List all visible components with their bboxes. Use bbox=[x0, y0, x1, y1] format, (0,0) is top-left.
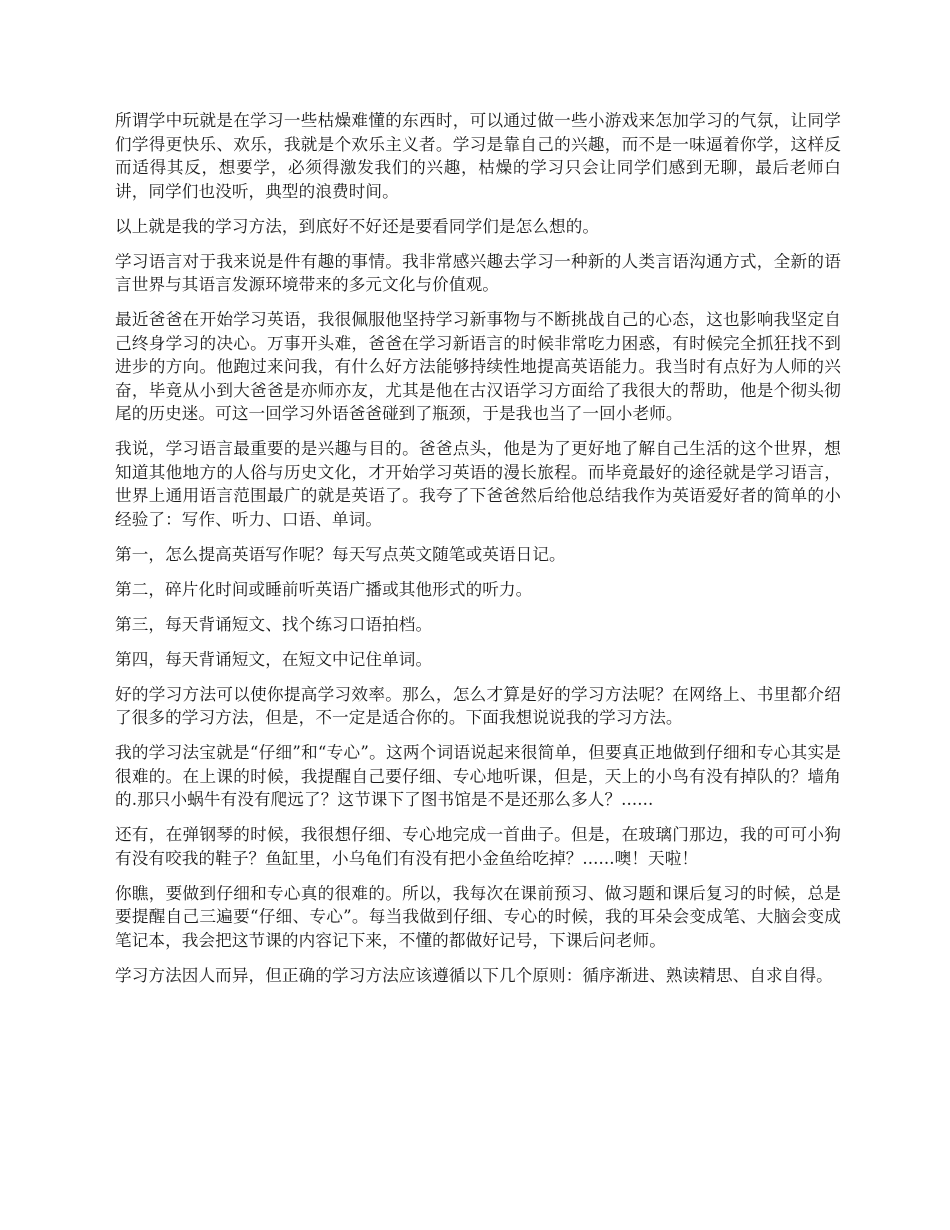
paragraph: 第三，每天背诵短文、找个练习口语拍档。 bbox=[115, 614, 433, 634]
paragraph: 所谓学中玩就是在学习一些枯燥难懂的东西时，可以通过做一些小游戏来怎加学习的气氛，让同学们学得更快乐、欢乐，我就是个欢乐主义者。学习是靠自己的兴趣，而不是一味逼着你学，这样反而适得其反，想要学，必须得激发我们的兴趣，枯燥的学习只会让同学们感到无聊，最后老师白讲，同学们也没听，典型的浪费时间。 bbox=[115, 111, 841, 201]
paragraph: 我的学习法宝就是“仔细”和“专心”。这两个词语说起来很简单，但要真正地做到仔细和专心其实是很难的。在上课的时候，我提醒自己要仔细、专心地听课，但是，天上的小鸟有没有掉队的？墙角的.那只小蜗牛有没有爬远了？这节课下了图书馆是不是还那么多人？...... bbox=[115, 743, 841, 809]
paragraph: 学习方法因人而异，但正确的学习方法应该遵循以下几个原则：循序渐进、熟读精思、自求自得。 bbox=[115, 965, 833, 985]
paragraph: 好的学习方法可以使你提高学习效率。那么，怎么才算是好的学习方法呢？在网络上、书里都介绍了很多的学习方法，但是，不一定是适合你的。下面我想说说我的学习方法。 bbox=[115, 684, 841, 727]
document-body bbox=[115, 109, 841, 999]
paragraph: 第四，每天背诵短文，在短文中记住单词。 bbox=[115, 649, 433, 669]
paragraph: 学习语言对于我来说是件有趣的事情。我非常感兴趣去学习一种新的人类言语沟通方式，全新的语言世界与其语言发源环境带来的多元文化与价值观。 bbox=[115, 251, 841, 294]
paragraph: 你瞧，要做到仔细和专心真的很难的。所以，我每次在课前预习、做习题和课后复习的时候，总是要提醒自己三遍要“仔细、专心”。每当我做到仔细、专心的时候，我的耳朵会变成笔、大脑会变成笔记本，我会把这节课的内容记下来，不懂的都做好记号，下课后问老师。 bbox=[115, 883, 841, 950]
paragraph: 我说，学习语言最重要的是兴趣与目的。爸爸点头，他是为了更好地了解自己生活的这个世界，想知道其他地方的人俗与历史文化，才开始学习英语的漫长旅程。而毕竟最好的途径就是学习语言，世界上通用语言范围最广的就是英语了。我夸了下爸爸然后给他总结我作为英语爱好者的简单的小经验了：写作、听力、口语、单词。 bbox=[115, 439, 841, 529]
paragraph: 第一，怎么提高英语写作呢？每天写点英文随笔或英语日记。 bbox=[115, 544, 566, 564]
paragraph: 还有，在弹钢琴的时候，我很想仔细、专心地完成一首曲子。但是，在玻璃门那边，我的可可小狗有没有咬我的鞋子？鱼缸里，小乌龟们有没有把小金鱼给吃掉？......噢！天啦！ bbox=[115, 825, 841, 868]
paragraph: 最近爸爸在开始学习英语，我很佩服他坚持学习新事物与不断挑战自己的心态，这也影响我坚定自己终身学习的决心。万事开头难，爸爸在学习新语言的时候非常吃力困惑，有时候完全抓狂找不到进步的方向。他跑过来问我，有什么好方法能够持续性地提高英语能力。我当时有点好为人师的兴奋，毕竟从小到大爸爸是亦师亦友，尤其是他在古汉语学习方面给了我很大的帮助，他是个彻头彻尾的历史迷。可这一回学习外语爸爸碰到了瓶颈，于是我也当了一回小老师。 bbox=[115, 310, 841, 423]
paragraph: 以上就是我的学习方法，到底好不好还是要看同学们是怎么想的。 bbox=[115, 216, 600, 236]
paragraph: 第二，碎片化时间或睡前听英语广播或其他形式的听力。 bbox=[115, 579, 533, 599]
